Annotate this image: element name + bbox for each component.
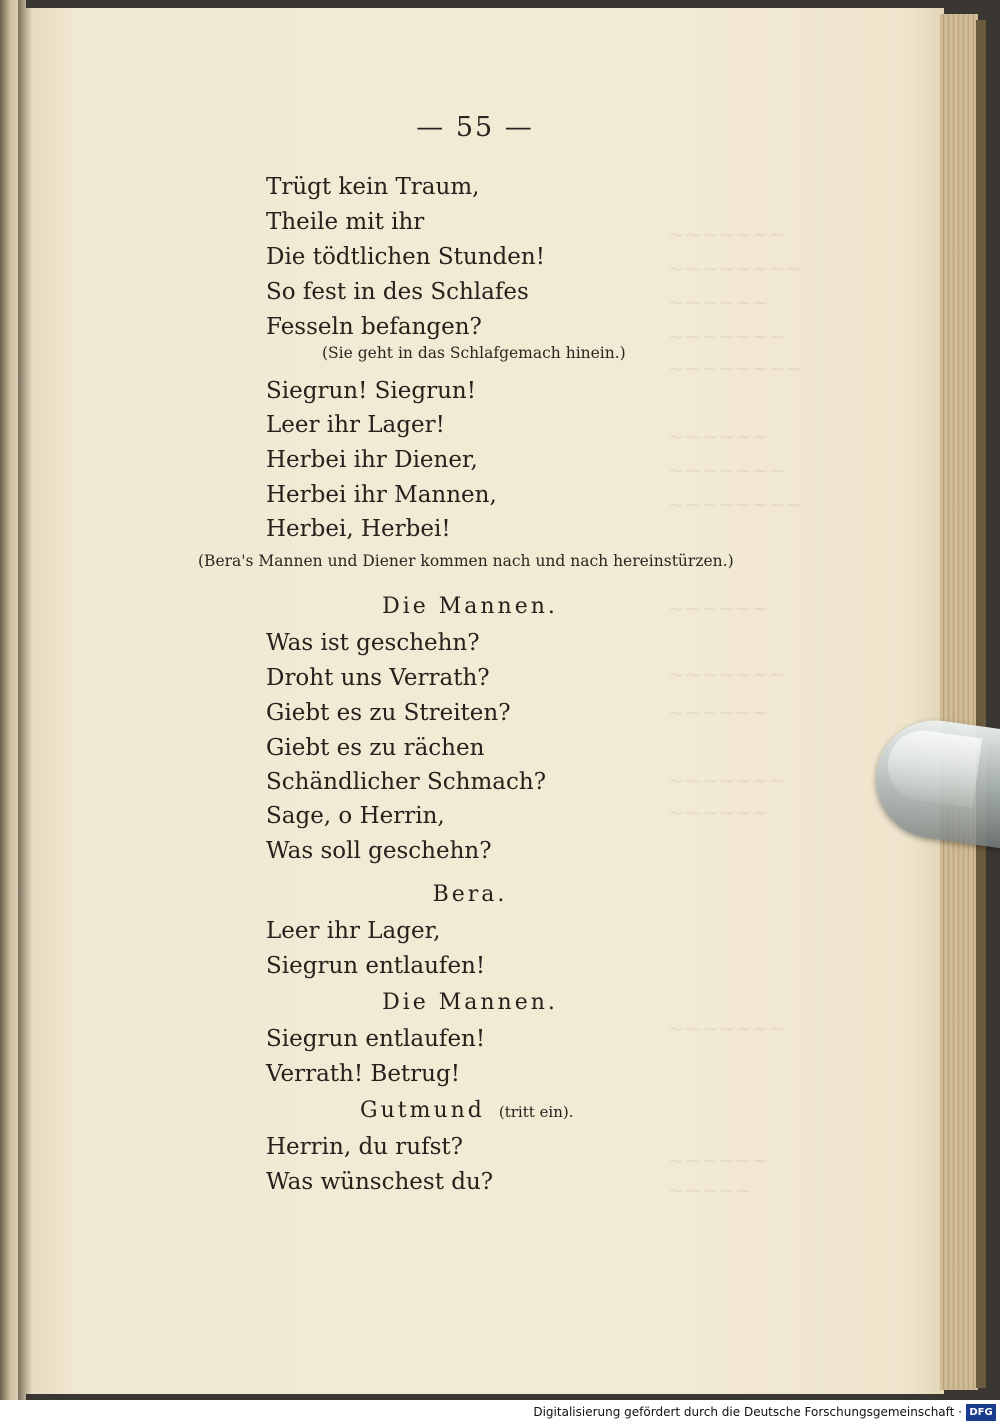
speaker-entry <box>360 1098 620 1123</box>
verse-line: Droht uns Verrath? <box>266 665 490 691</box>
stage-direction: (tritt ein). <box>498 1103 574 1121</box>
verse-line: Verrath! Betrug! <box>266 1061 460 1087</box>
verse-line: Was soll geschehn? <box>266 838 492 864</box>
verse-line: Siegrun entlaufen! <box>266 1026 486 1052</box>
verse-line: Trügt kein Traum, <box>266 174 480 200</box>
footer-credit: Digitalisierung gefördert durch die Deutsche Forschungsgemeinschaft · <box>533 1405 962 1419</box>
verse-line: Was ist geschehn? <box>266 630 480 656</box>
digitization-footer <box>0 1400 1000 1426</box>
verse-line: Siegrun! Siegrun! <box>266 378 476 404</box>
verse-line: Herbei ihr Mannen, <box>266 482 497 508</box>
verse-line: Fesseln befangen? <box>266 314 482 340</box>
verse-line: Schändlicher Schmach? <box>266 769 547 795</box>
speaker-name: Die Mannen. <box>382 594 558 619</box>
verse-line: Herbei ihr Diener, <box>266 447 478 473</box>
page-number: — 55 — <box>416 112 534 143</box>
dfg-logo: DFG <box>966 1404 996 1421</box>
verse-line: Herrin, du rufst? <box>266 1134 463 1160</box>
speaker-name: Die Mannen. <box>382 990 558 1015</box>
verse-line: Siegrun entlaufen! <box>266 953 486 979</box>
stage-direction: (Bera's Mannen und Diener kommen nach und nach hereinstürzen.) <box>198 552 734 570</box>
verse-line: Was wünschest du? <box>266 1169 494 1195</box>
verse-line: Giebt es zu Streiten? <box>266 700 511 726</box>
speaker-name: Bera. <box>432 882 508 907</box>
verse-line: Giebt es zu rächen <box>266 735 485 761</box>
stage-direction: (Sie geht in das Schlafgemach hinein.) <box>322 344 626 362</box>
verse-line: Leer ihr Lager, <box>266 918 441 944</box>
verse-line: Theile mit ihr <box>266 209 425 235</box>
verse-line: Die tödtlichen Stunden! <box>266 244 545 270</box>
speaker-name: Gutmund <box>360 1098 485 1123</box>
verse-line: Herbei, Herbei! <box>266 516 451 542</box>
verse-line: Leer ihr Lager! <box>266 412 445 438</box>
verse-line: Sage, o Herrin, <box>266 803 445 829</box>
verse-line: So fest in des Schlafes <box>266 279 529 305</box>
